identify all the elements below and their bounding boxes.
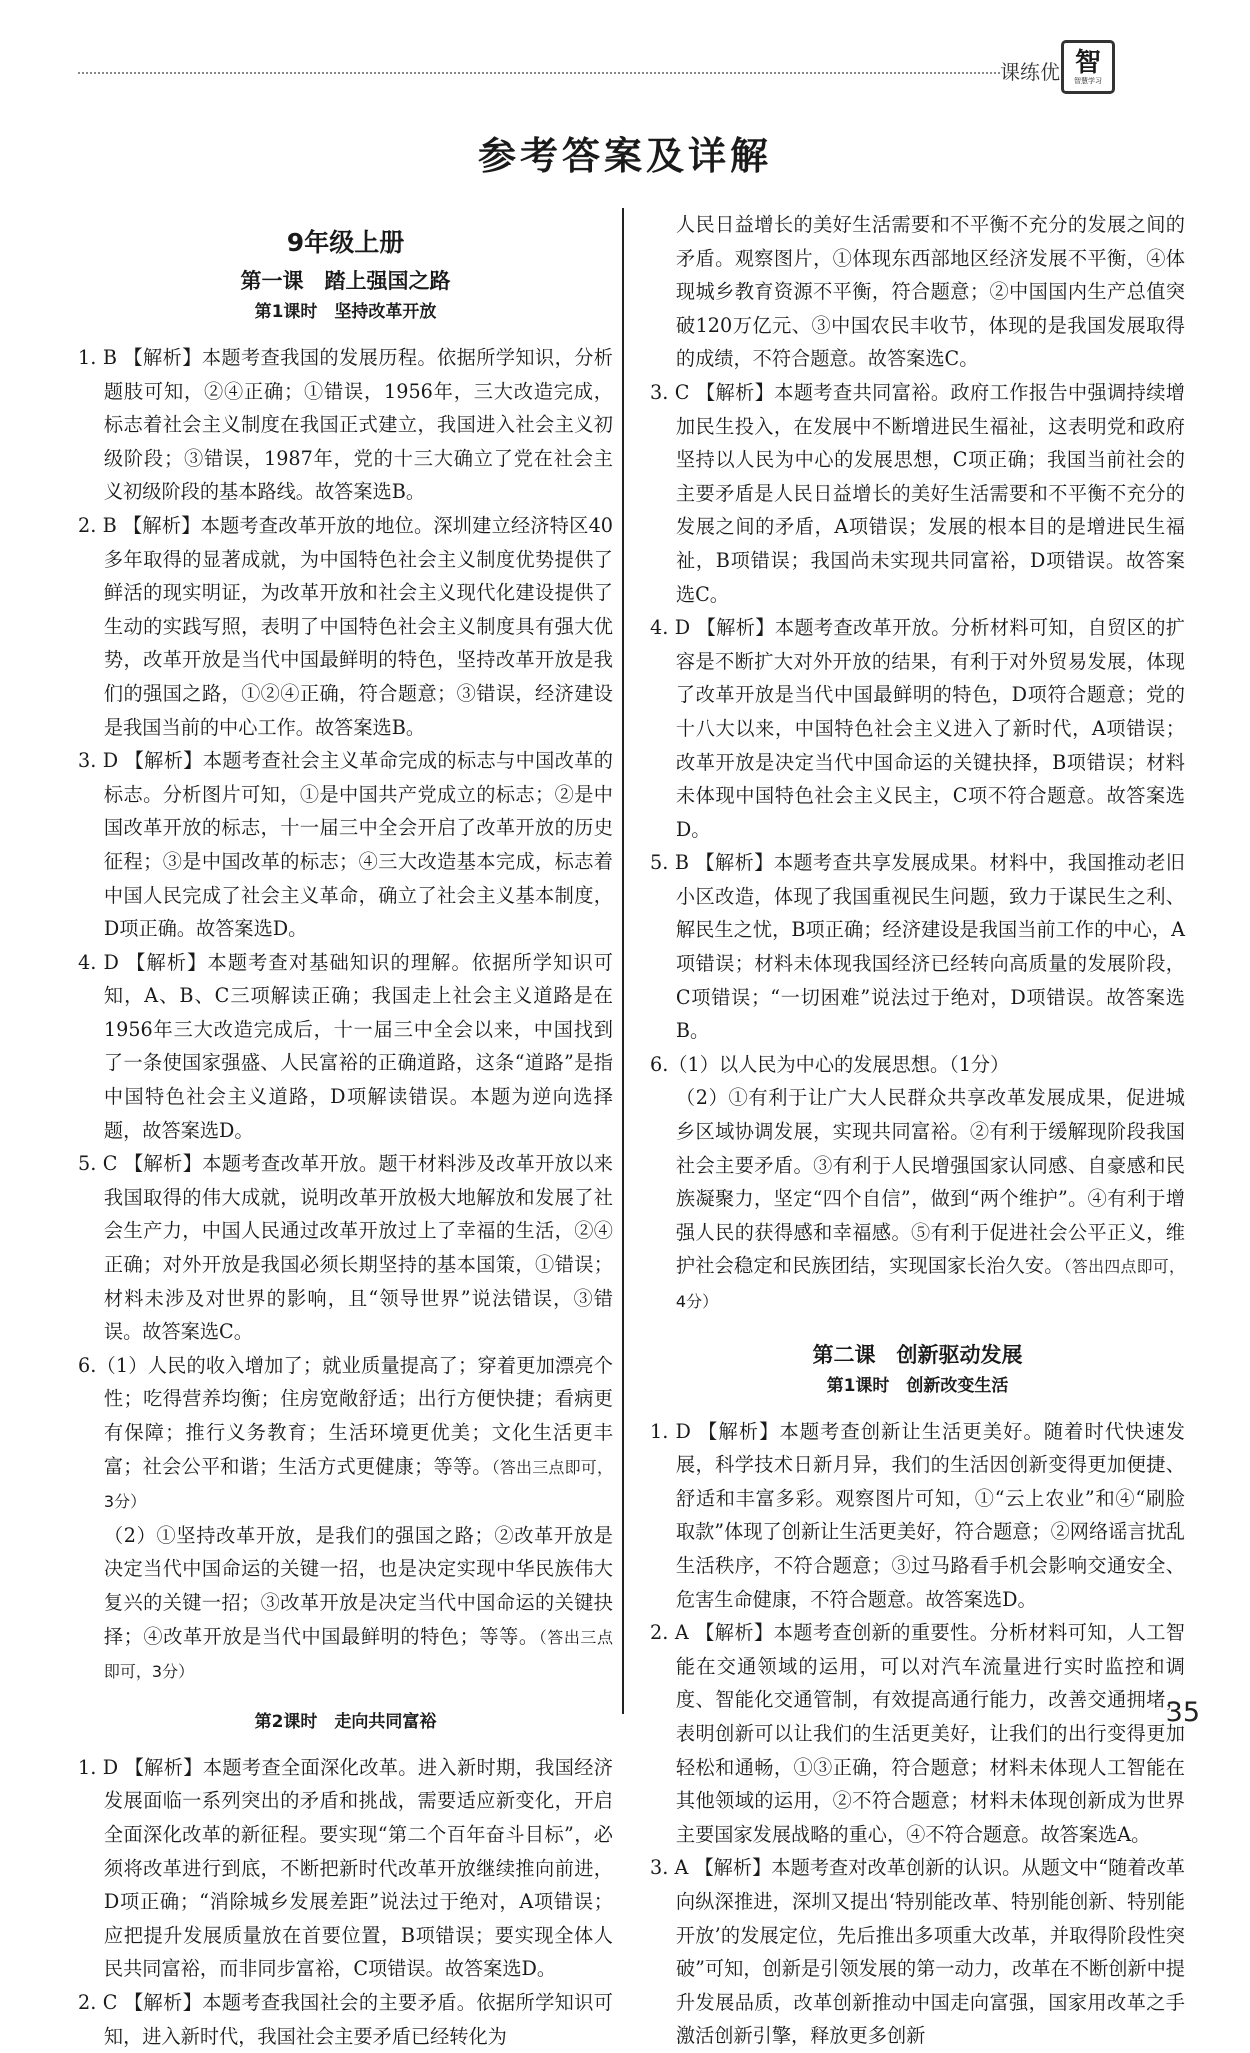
answer-item: 3. A 【解析】本题考查对改革创新的认识。从题文中“随着改革向纵深推进，深圳又提出‘特别能改革、特别能创新、特别能开放’的发展定位，先后推出多项重大改革，并取得阶段性突破”可知，创新是引领发展的第一动力，改革在不断创新中提升发展品质，改革创新推动中国走向富强，国家用改革之手激活创新引擎，释放更多创新 (650, 1856, 1185, 2048)
answer-text: 6.（1）人民的收入增加了；就业质量提高了；穿着更加漂亮个性；吃得营养均衡；住房宽敞舒适；出行方便快捷；看病更有保障；推行义务教育；生活环境更优美；文化生活更丰富；社会公平和谐；生活方式更健康；等等。 (78, 1353, 613, 1478)
grade-heading: 9年级上册 (286, 228, 405, 257)
period-heading: 第1课时 创新改变生活 (826, 1375, 1009, 1396)
column-divider (622, 208, 624, 1714)
answer-item: 4. D 【解析】本题考查对基础知识的理解。依据所学知识可知，A、B、C三项解读正确；我国走上社会主义道路是在1956年三大改造完成后，十一届三中全会以来，中国找到了一条使国家强盛、人民富裕的正确道路，这条“道路”是指中国特色社会主义道路，D项解读错误。本题为逆向选择题，故答案选D。 (78, 950, 613, 1142)
score-note: （答出三点即可，3分） (103, 1627, 613, 1682)
logo-char: 智 (1074, 47, 1101, 78)
answer-item (650, 1081, 1185, 1318)
answer-item: 1. D 【解析】本题考查全面深化改革。进入新时期，我国经济发展面临一系列突出的矛盾和挑战，需要适应新变化，开启全面深化改革的新征程。要实现“第二个百年奋斗目标”，必须将改革进行到底，不断把新时代改革开放继续推向前进，D项正确；“消除城乡发展差距”说法过于绝对，A项错误；应把提升发展质量放在首要位置，B项错误；要实现全体人民共同富裕，而非同步富裕，C项错误。故答案选D。 (78, 1755, 613, 1981)
answer-item: 6.（1）以人民为中心的发展思想。（1分） (650, 1052, 1010, 1076)
answer-item (78, 1349, 613, 1519)
answer-item: 1. B 【解析】本题考查我国的发展历程。依据所学知识，分析题肢可知，②④正确；①错误，1956年，三大改造完成，标志着社会主义制度在我国正式建立，我国进入社会主义初级阶段；③错误，1987年，党的十三大确立了党在社会主义初级阶段的基本路线。故答案选B。 (78, 346, 613, 504)
score-note: （答出三点即可，3分） (103, 1457, 613, 1512)
answer-item: 1. D 【解析】本题考查创新让生活更美好。随着时代快速发展，科学技术日新月异，我们的生活因创新变得更加便捷、舒适和丰富多彩。观察图片可知，①“云上农业”和④“刷脸取款”体现了创新让生活更美好，符合题意；②网络谣言扰乱生活秩序，不符合题意；③过马路看手机会影响交通安全、危害生命健康，不符合题意。故答案选D。 (650, 1419, 1185, 1611)
answer-item: 2. C 【解析】本题考查我国社会的主要矛盾。依据所学知识可知，进入新时代，我国社会主要矛盾已经转化为 (78, 1990, 613, 2048)
answer-item: 4. D 【解析】本题考查改革开放。分析材料可知，自贸区的扩容是不断扩大对外开放的结果，有利于对外贸易发展，体现了改革开放是当代中国最鲜明的特色，D项符合题意；党的十八大以来，中国特色社会主义进入了新时代，A项错误；改革开放是决定当代中国命运的关键抉择，B项错误；材料未体现中国特色社会主义民主，C项不符合题意。故答案选D。 (650, 616, 1185, 841)
page-number: 35 (1165, 1697, 1200, 1728)
brand-logo-icon (1061, 40, 1115, 94)
answer-item: 3. C 【解析】本题考查共同富裕。政府工作报告中强调持续增加民生投入，在发展中不断增进民生福祉，这表明党和政府坚持以人民为中心的发展思想，C项正确；我国当前社会的主要矛盾是人民日益增长的美好生活需要和不平衡不充分的发展之间的矛盾，A项错误；发展的根本目的是增进民生福祉，B项错误；我国尚未实现共同富裕，D项错误。故答案选C。 (650, 380, 1185, 606)
answer-item: 2. A 【解析】本题考查创新的重要性。分析材料可知，人工智能在交通领域的运用，可以对汽车流量进行实时监控和调度、智能化交通管制，有效提高通行能力，改善交通拥堵，表明创新可以让我们的生活更美好，让我们的出行变得更加轻松和通畅，①③正确，符合题意；材料未体现人工智能在其他领域的运用，②不符合题意；材料未体现创新成为世界主要国家发展战略的重心，④不符合题意。故答案选A。 (650, 1621, 1185, 1846)
answer-item: 3. D 【解析】本题考查社会主义革命完成的标志与中国改革的标志。分析图片可知，①是中国共产党成立的标志；②是中国改革开放的标志，十一届三中全会开启了改革开放的历史征程；③是中国改革的标志；④三大改造基本完成，标志着中国人民完成了社会主义革命，确立了社会主义基本制度，D项正确。故答案选D。 (78, 749, 613, 941)
period-heading: 第1课时 坚持改革开放 (254, 302, 437, 322)
answer-text: （2）①有利于让广大人民群众共享改革发展成果，促进城乡区域协调发展，实现共同富裕。②有利于缓解现阶段我国社会主要矛盾。③有利于人民增强国家认同感、自豪感和民族凝聚力，坚定“四个自信”，做到“两个维护”。④有利于增强人民的获得感和幸福感。⑤有利于促进社会公平正义，维护社会稳定和民族团结，实现国家长治久安。 (675, 1086, 1185, 1278)
answer-item: 5. B 【解析】本题考查共享发展成果。材料中，我国推动老旧小区改造，体现了我国重视民生问题，致力于谋民生之利、解民生之忧，B项正确；经济建设是我国当前工作的中心，A项错误；材料未体现我国经济已经转向高质量的发展阶段，C项错误；“一切困难”说法过于绝对，D项错误。故答案选B。 (650, 851, 1185, 1043)
left-column (78, 215, 613, 2053)
page-header (78, 40, 1190, 90)
brand-name: 课练优 (1000, 60, 1060, 84)
answer-text: （2）①坚持改革开放，是我们的强国之路；②改革开放是决定当代中国命运的关键一招，也是决定实现中华民族伟大复兴的关键一招；③改革开放是决定当代中国命运的关键抉择；④改革开放是当代中国最鲜明的特色；等等。 (103, 1523, 613, 1648)
logo-subtext: 智慧学习 (1074, 76, 1102, 85)
page-title: 参考答案及详解 (477, 133, 772, 178)
answer-item (78, 1519, 613, 1689)
answer-item: 5. C 【解析】本题考查改革开放。题干材料涉及改革开放以来我国取得的伟大成就，说明改革开放极大地解放和发展了社会生产力，中国人民通过改革开放过上了幸福的生活，②④正确；对外开放是我国必须长期坚持的基本国策，①错误；材料未涉及对世界的影响，且“领导世界”说法错误，③错误。故答案选C。 (78, 1152, 613, 1344)
answer-continuation: 人民日益增长的美好生活需要和不平衡不充分的发展之间的矛盾。观察图片，①体现东西部地区经济发展不平衡，④体现城乡教育资源不平衡，符合题意；②中国国内生产总值突破120万亿元、③中国农民丰收节，体现的是我国发展取得的成绩，不符合题意。故答案选C。 (675, 213, 1185, 371)
lesson-heading: 第一课 踏上强国之路 (240, 269, 451, 293)
lesson-heading: 第二课 创新驱动发展 (812, 1342, 1023, 1367)
answer-item: 2. B 【解析】本题考查改革开放的地位。深圳建立经济特区40多年取得的显著成就，为中国特色社会主义制度优势提供了鲜活的现实明证，为改革开放和社会主义现代化建设提供了生动的实践写照，表明了中国特色社会主义制度具有强大优势，改革开放是当代中国最鲜明的特色，坚持改革开放是我们的强国之路，①②④正确，符合题意；③错误，经济建设是我国当前的中心工作。故答案选B。 (78, 513, 613, 739)
score-note: （答出四点即可，4分） (675, 1257, 1185, 1311)
period-heading: 第2课时 走向共同富裕 (254, 1711, 437, 1732)
header-dotted-rule (78, 72, 1000, 74)
right-column (650, 208, 1185, 2053)
